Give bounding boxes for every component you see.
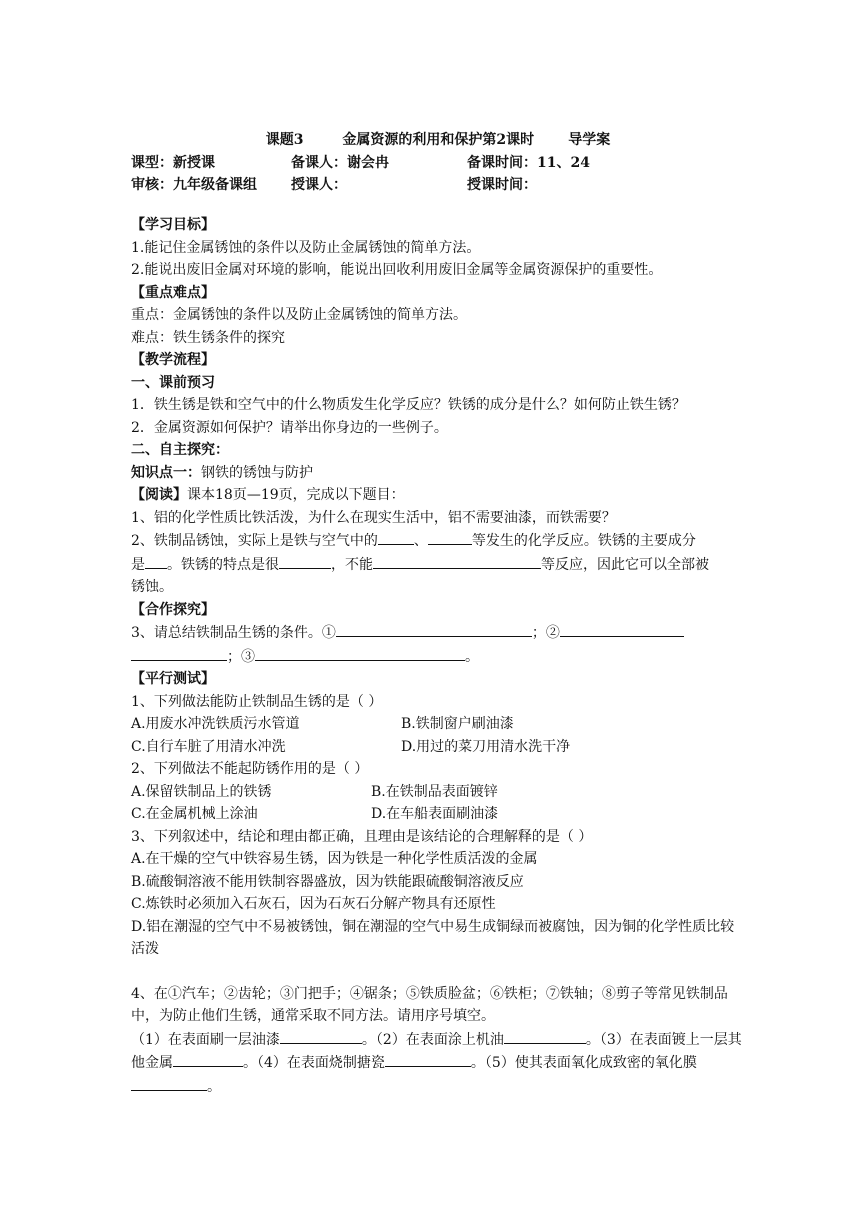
coop-q3-line1 bbox=[131, 621, 745, 645]
q4-text: （1）在表面刷一层油漆 bbox=[131, 1031, 280, 1048]
course-type: 课型：新授课 bbox=[131, 155, 215, 171]
q4-text: 。（4）在表面烧制搪瓷 bbox=[243, 1055, 385, 1071]
kp1-text: 钢铁的锈蚀与防护 bbox=[201, 464, 313, 481]
test-q4-parts bbox=[131, 1028, 745, 1099]
answer-blank[interactable] bbox=[504, 1028, 586, 1044]
q4-text: 。（5）使其表面氧化成致密的氧化膜 bbox=[470, 1055, 697, 1071]
key-point: 重点：金属锈蚀的条件以及防止金属锈蚀的简单方法。 bbox=[131, 307, 467, 323]
preview-heading: 一、课前预习 bbox=[131, 374, 215, 391]
test-q4: 4、在①汽车；②齿轮；③门把手；④锯条；⑤铁质脸盆；⑥铁柜；⑦铁轴；⑧剪子等常见铁制品中，为防止他们生锈，通常采取不同方法。请用序号填空。 bbox=[131, 985, 728, 1024]
answer-blank[interactable] bbox=[378, 529, 414, 545]
q3-text: 3、请总结铁制品生锈的条件。① bbox=[131, 625, 336, 641]
teach-time: 授课时间： bbox=[467, 177, 537, 193]
flow-heading: 【教学流程】 bbox=[131, 352, 215, 368]
answer-blank[interactable] bbox=[145, 553, 167, 569]
option-d: D.铝在潮湿的空气中不易被锈蚀，铜在潮湿的空气中易生成铜绿而被腐蚀，因为铜的化学性质比较活泼 bbox=[131, 918, 735, 957]
test-heading: 【平行测试】 bbox=[131, 671, 215, 687]
test-q1: 1、下列做法能防止铁制品生锈的是（ ） bbox=[131, 693, 383, 710]
q4-text: 。（3）在表面镀上一层其他金属 bbox=[131, 1031, 742, 1071]
answer-blank[interactable] bbox=[560, 621, 684, 637]
q2-text: 是 bbox=[131, 556, 145, 573]
read-label: 【阅读】 bbox=[131, 487, 187, 503]
option-c: C.炼铁时必须加入石灰石，因为石灰石分解产物具有还原性 bbox=[131, 896, 496, 912]
explore-q2-line2 bbox=[131, 553, 745, 577]
test-q3: 3、下列叙述中，结论和理由都正确，且理由是该结论的合理解释的是（ ） bbox=[131, 828, 593, 845]
difficult-point: 难点：铁生锈条件的探究 bbox=[131, 329, 285, 346]
option-b: B.硫酸铜溶液不能用铁制容器盛放，因为铁能跟硫酸铜溶液反应 bbox=[131, 873, 524, 890]
goals-heading: 【学习目标】 bbox=[131, 217, 215, 233]
coop-q3-line2 bbox=[131, 645, 745, 669]
q4-text: 。（2）在表面涂上机油 bbox=[361, 1031, 504, 1048]
read-text: 课本18页—19页，完成以下题目： bbox=[187, 487, 405, 503]
answer-blank[interactable] bbox=[255, 645, 465, 661]
answer-blank[interactable] bbox=[280, 1028, 362, 1044]
explore-q1: 1、铝的化学性质比铁活泼，为什么在现实生活中，铝不需要油漆，而铁需要？ bbox=[131, 509, 616, 526]
q3-text: 。 bbox=[465, 648, 479, 665]
q4-text: 。 bbox=[207, 1078, 221, 1095]
q2-text: 。铁锈的特点是很 bbox=[167, 556, 279, 573]
explore-q2-line1 bbox=[131, 529, 745, 553]
preparer: 备课人：谢会冉 bbox=[291, 155, 389, 171]
q3-text: ；③ bbox=[227, 648, 255, 665]
answer-blank[interactable] bbox=[428, 529, 472, 545]
test-q1-options bbox=[131, 713, 745, 736]
q2-text: ，不能 bbox=[331, 556, 373, 573]
option-d: D.在车船表面刷油漆 bbox=[371, 806, 499, 822]
q3-text: ；② bbox=[531, 625, 560, 641]
option-c: C.自行车脏了用清水冲洗 bbox=[131, 738, 286, 755]
knowledge-point-1 bbox=[131, 462, 745, 485]
answer-blank[interactable] bbox=[131, 645, 227, 661]
coop-heading: 【合作探究】 bbox=[131, 601, 215, 618]
reading-task bbox=[131, 484, 745, 507]
option-a: A.在干燥的空气中铁容易生锈，因为铁是一种化学性质活泼的金属 bbox=[131, 851, 538, 867]
test-q2: 2、下列做法不能起防锈作用的是（ ） bbox=[131, 761, 369, 777]
goal-item: 2.能说出废旧金属对环境的影响，能说出回收利用废旧金属等金属资源保护的重要性。 bbox=[131, 262, 663, 278]
answer-blank[interactable] bbox=[385, 1051, 471, 1067]
option-a: A.用废水冲洗铁质污水管道 bbox=[131, 716, 300, 732]
goal-item: 1.能记住金属锈蚀的条件以及防止金属锈蚀的简单方法。 bbox=[131, 239, 481, 256]
answer-blank[interactable] bbox=[131, 1075, 207, 1091]
option-b: B.在铁制品表面镀锌 bbox=[371, 783, 498, 800]
q2-text: 、 bbox=[413, 533, 428, 549]
meta-row-1 bbox=[131, 152, 745, 174]
prep-time: 备课时间：11、24 bbox=[467, 155, 590, 171]
option-c: C.在金属机械上涂油 bbox=[131, 806, 258, 822]
test-q1-options bbox=[131, 736, 745, 759]
preview-item: 2．金属资源如何保护？请举出你身边的一些例子。 bbox=[131, 419, 448, 436]
q2-text: 等发生的化学反应。铁锈的主要成分 bbox=[471, 533, 696, 549]
answer-blank[interactable] bbox=[173, 1051, 243, 1067]
q2-text: 等反应，因此它可以全部被 bbox=[541, 556, 709, 573]
answer-blank[interactable] bbox=[336, 621, 532, 637]
preview-item: 1．铁生锈是铁和空气中的什么物质发生化学反应？铁锈的成分是什么？如何防止铁生锈？ bbox=[131, 397, 686, 413]
teacher: 授课人： bbox=[291, 177, 347, 193]
answer-blank[interactable] bbox=[279, 553, 331, 569]
key-points-heading: 【重点难点】 bbox=[131, 284, 215, 301]
option-b: B.铁制窗户刷油漆 bbox=[401, 716, 514, 732]
explore-q2-line3: 锈蚀。 bbox=[131, 579, 173, 595]
test-q2-options bbox=[131, 803, 745, 826]
page-title: 课题3 金属资源的利用和保护第2课时 导学案 bbox=[265, 132, 611, 148]
option-a: A.保留铁制品上的铁锈 bbox=[131, 783, 272, 800]
option-d: D.用过的菜刀用清水洗干净 bbox=[401, 738, 571, 755]
kp1-label: 知识点一： bbox=[131, 464, 201, 481]
explore-heading: 二、自主探究： bbox=[131, 442, 229, 458]
reviewer: 审核：九年级备课组 bbox=[131, 177, 257, 193]
meta-row-2 bbox=[131, 174, 745, 196]
q2-text: 2、铁制品锈蚀，实际上是铁与空气中的 bbox=[131, 533, 378, 549]
test-q2-options bbox=[131, 781, 745, 804]
answer-blank[interactable] bbox=[373, 553, 541, 569]
